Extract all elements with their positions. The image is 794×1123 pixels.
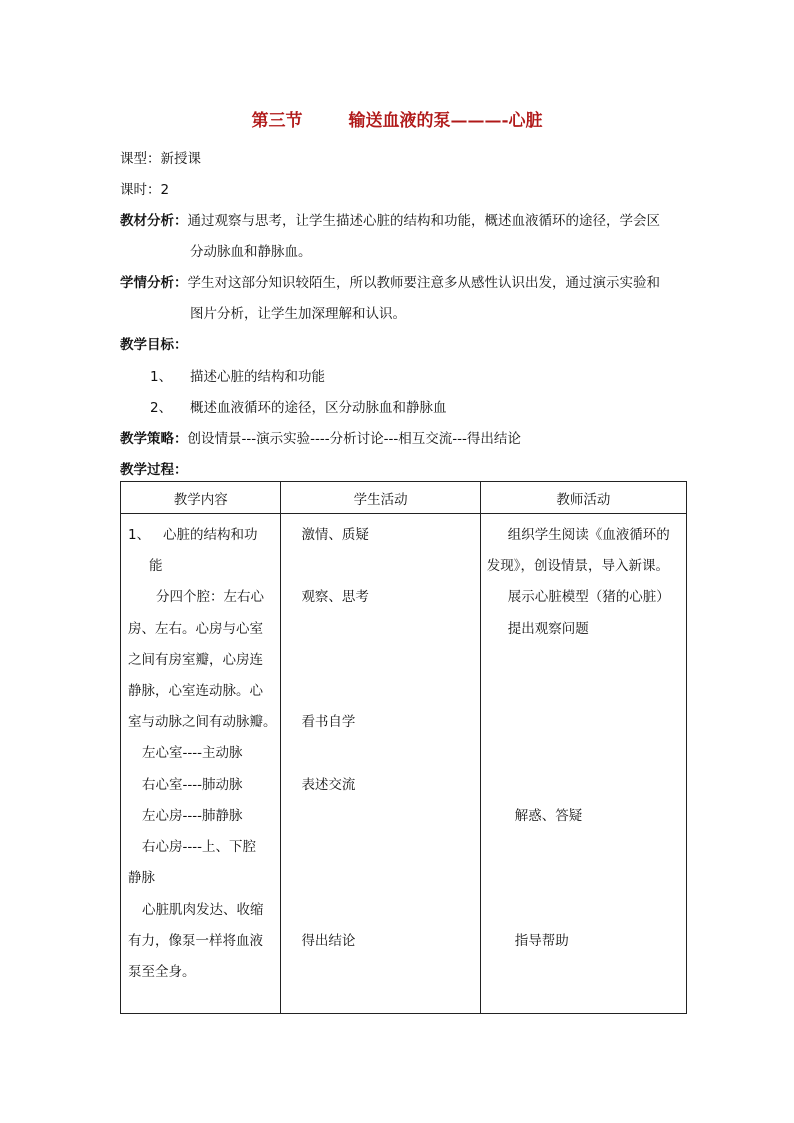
title-section: 第三节: [251, 111, 303, 131]
student-line: 观察、思考: [301, 589, 369, 605]
textbook-analysis-cont: 分动脉血和静脉血。: [190, 244, 312, 260]
header-content: 教学内容: [121, 482, 281, 514]
goal-num: 2、: [150, 400, 173, 416]
student-cell: [281, 514, 480, 1014]
student-line: 看书自学: [301, 714, 356, 730]
content-line: 静脉，心室连动脉。心: [128, 683, 263, 699]
process-label: 教学过程：: [120, 462, 188, 478]
student-line: 得出结论: [301, 933, 356, 949]
periods-line: 课时：2: [120, 182, 170, 198]
teacher-cell: [480, 514, 686, 1014]
process-table: [120, 481, 687, 1014]
goal-text: 概述血液循环的途径，区分动脉血和静脉血: [190, 400, 447, 416]
table-header-row: [121, 482, 687, 514]
content-line: 1、: [128, 527, 151, 543]
content-line: 室与动脉之间有动脉瓣。: [128, 714, 277, 730]
strategy-line: 教学策略：创设情景---演示实验----分析讨论---相互交流---得出结论: [120, 431, 521, 447]
content-line: 泵至全身。: [128, 964, 196, 980]
content-line: 有力，像泵一样将血液: [128, 933, 263, 949]
teacher-line: 组织学生阅读《血液循环的: [507, 527, 670, 543]
content-line: 左心房----肺静脉: [142, 808, 243, 824]
content-line: 房、左右。心房与心室: [128, 621, 263, 637]
goals-label: 教学目标：: [120, 337, 188, 353]
content-line: 心脏肌肉发达、收缩: [142, 902, 264, 918]
student-line: 激情、质疑: [301, 527, 369, 543]
lesson-type-line: 课型：新授课: [120, 151, 201, 167]
content-line: 分四个腔：左右心: [156, 589, 264, 605]
teacher-line: 发现》，创设情景，导入新课。: [486, 558, 669, 574]
goal-text: 描述心脏的结构和功能: [190, 369, 325, 385]
student-analysis-cont: 图片分析，让学生加深理解和认识。: [190, 306, 406, 322]
teacher-line: 解惑、答疑: [514, 808, 583, 824]
textbook-analysis: 教材分析：通过观察与思考，让学生描述心脏的结构和功能，概述血液循环的途径，学会区: [120, 213, 660, 229]
teacher-line: 展示心脏模型（猪的心脏）: [507, 589, 670, 605]
textbook-analysis-label: 教材分析：: [120, 213, 188, 229]
student-analysis-label: 学情分析：: [120, 275, 188, 291]
teacher-line: 提出观察问题: [507, 621, 589, 637]
table-row: [121, 514, 687, 1014]
content-line: 右心房----上、下腔: [142, 839, 256, 855]
content-line: 右心室----肺动脉: [142, 777, 243, 793]
strategy-label: 教学策略：: [120, 431, 188, 447]
title-name: 输送血液的泵———-心脏: [348, 111, 543, 131]
header-teacher: 教师活动: [480, 482, 686, 514]
content-line: 左心室----主动脉: [142, 745, 243, 761]
page-title: [0, 106, 794, 131]
content-line: 心脏的结构和功: [163, 527, 258, 543]
header-student: 学生活动: [281, 482, 480, 514]
student-analysis: 学情分析：学生对这部分知识较陌生，所以教师要注意多从感性认识出发，通过演示实验和: [120, 275, 660, 291]
content-line: 静脉: [128, 870, 155, 886]
content-cell: [121, 514, 281, 1014]
content-line: 之间有房室瓣，心房连: [128, 652, 263, 668]
student-line: 表述交流: [301, 777, 356, 793]
content-line: 能: [149, 558, 163, 574]
goal-num: 1、: [150, 369, 173, 385]
teacher-line: 指导帮助: [514, 933, 569, 949]
